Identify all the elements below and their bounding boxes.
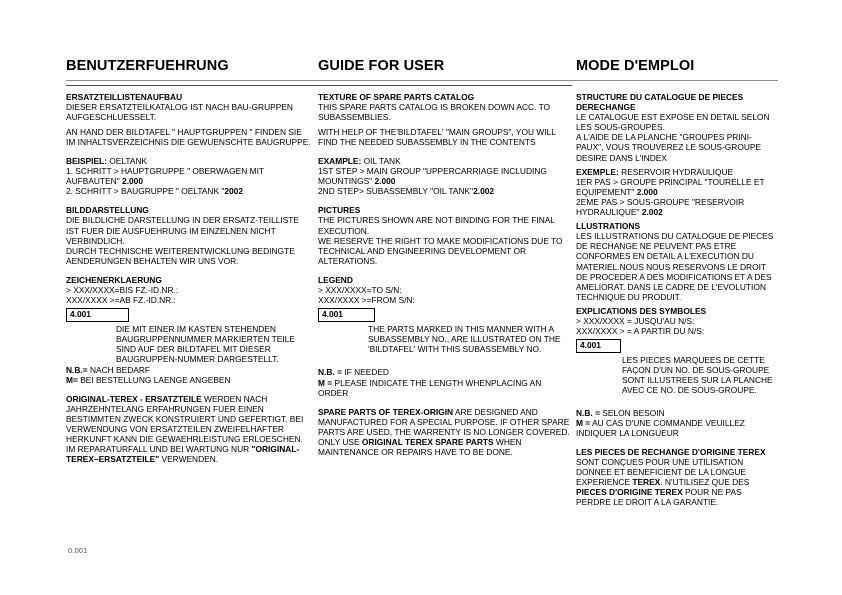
example-step-number: 2.000: [374, 176, 396, 187]
legend-line: > XXX/XXXX = JUSQU'AU N/S:: [576, 315, 695, 326]
subassembly-number-box: 4.001: [66, 308, 129, 322]
example-step-text: 1. SCHRITT > HAUPTGRUPPE " OBERWAGEN MIT AUFBAUTEN": [66, 166, 264, 187]
legend-line: > XXX/XXXX=BIS FZ.-ID.NR.:: [66, 285, 179, 295]
m-label: M =: [576, 417, 591, 428]
column-german: [66, 92, 318, 507]
legend-box-note: LES PIECES MARQUEES DE CETTE FAÇON D'UN NO. DE SOUS-GROUPE SONT ILLUSTREES SUR LA PLANCHE AVEC CE NO. DE SOUS-GROUPE.: [622, 355, 773, 396]
section-heading: STRUCTURE DU CATALOGUE DE PIECES DERECHANGE: [576, 92, 744, 113]
warranty-body: ARE DESIGNED AND MANUFACTURED FOR A SPECIAL PURPOSE. IF OTHER SPARE PARTS ARE USED, THE WARRENTY IS NO LONGER COVERED. ONLY USE: [318, 406, 570, 448]
warranty-end: VERWENDEN.: [159, 454, 219, 465]
section-heading: BILDDARSTELLUNG: [66, 205, 149, 216]
section-example-en: [318, 156, 570, 196]
section-paragraph: WE RESERVE THE RIGHT TO MAKE MODIFICATIONS DUE TO TECHNICAL AND ENGINEERING DEVELOPMENT OR ALTERATIONS.: [318, 235, 563, 266]
section-paragraph: DIE BILDLICHE DARSTELLUNG IN DER ERSATZ-TEILLISTE IST FUER DIE AUSFUEHRUNG IM EINZELNEN NICHT VERBINDLICH.: [66, 215, 299, 246]
example-label: EXAMPLE:: [318, 155, 362, 166]
example-step-text: 2EME PAS > SOUS-GROUPE "RESERVOIR HYDRAULIQUE": [576, 196, 745, 218]
m-line: [576, 418, 778, 438]
m-line: [318, 378, 570, 398]
warranty-brand: TEREX: [632, 477, 661, 488]
section-paragraph: DIESER ERSATZTEILKATALOG IST NACH BAU-GRUPPEN AUFGESCHLUESSELT.: [66, 102, 293, 123]
example-line: [576, 167, 778, 177]
m-line: [66, 375, 312, 385]
section-paragraph: LES ILLUSTRATIONS DU CATALOGUE DE PIECES DE RECHANGE NE PEUVENT PAS ETRE CONFORMES EN DETAIL A L'EXECUTION DU MATERIEL.NOUS NOUS RESERVONS LE DROIT DE PROCEDER A DES MODIFICATIONS ET A DES AMELIORAT. DANS LE CADRE DE L'EVOLUTION TECHNIQUE DU PRODUIT.: [576, 231, 774, 302]
column-titles-row: [66, 58, 778, 75]
section-heading: LLUSTRATIONS: [576, 221, 641, 232]
example-step-2: [66, 186, 312, 196]
m-text: AU CAS D'UNE COMMANDE VEUILLEZ INDIQUER LA LONGUEUR: [576, 417, 745, 438]
section-legend-de: [66, 275, 312, 385]
section-paragraph: THE PICTURES SHOWN ARE NOT BINDING FOR THE FINAL EXECUTION.: [318, 215, 555, 236]
example-step-text: 1ST STEP > MAIN GROUP "UPPERCARRIAGE INCLUDING MOUNTINGS": [318, 166, 547, 187]
example-value: RESERVOIR HYDRAULIQUE: [618, 166, 734, 177]
warranty-tail-bold: PIECES D'ORIGINE TEREX: [576, 487, 683, 498]
column-title-german: BENUTZERFUEHRUNG: [66, 58, 229, 74]
warranty-paragraph: [576, 447, 778, 508]
m-label: M=: [66, 374, 78, 385]
section-legend-en: [318, 275, 570, 398]
warranty-paragraph: [318, 407, 570, 457]
section-symbols-fr: [576, 306, 778, 438]
example-step-1: [576, 177, 778, 197]
section-illustrations-fr: [576, 221, 778, 302]
section-example-de: [66, 156, 312, 196]
example-line: [66, 156, 312, 166]
legend-line: XXX/XXXX > = A PARTIR DU N/S:: [576, 326, 705, 337]
section-warranty-de: [66, 394, 312, 465]
nb-label: N.B. =: [318, 367, 342, 378]
legend-box-note: THE PARTS MARKED IN THIS MANNER WITH A SUBASSEMBLY NO., ARE ILLUSTRATED ON THE 'BILDTAFEL' WITH THIS SUBASSEMBLY NO.: [368, 324, 561, 355]
example-step-2: [318, 186, 570, 196]
text-columns: [66, 92, 778, 507]
warranty-lead: SPARE PARTS OF TEREX-ORIGIN: [318, 406, 454, 417]
example-value: OELTANK: [106, 155, 148, 166]
legend-box-note: DIE MIT EINER IM KASTEN STEHENDEN BAUGRUPPENNUMMER MARKIERTEN TEILE SIND AUF DER BILDTAFEL MIT DIESER BAUGRUPPEN-NUMMER DARGESTELLT.: [116, 324, 295, 365]
legend-line: > XXX/XXXX=TO S/N:: [318, 285, 402, 295]
warranty-tail-bold: "ORIGINAL-TEREX–ERSATZTEILE": [66, 444, 300, 465]
section-paragraph: THIS SPARE PARTS CATALOG IS BROKEN DOWN ACC. TO SUBASSEMBLIES.: [318, 102, 551, 123]
example-step-2: [576, 197, 778, 217]
nb-line: [576, 408, 778, 418]
nb-label: N.B.=: [66, 364, 88, 375]
example-label: EXEMPLE:: [576, 166, 619, 177]
column-english: [318, 92, 576, 507]
example-step-number: 2.002: [641, 207, 663, 218]
example-step-number: 2002: [224, 186, 243, 197]
warranty-body: WERDEN NACH JAHRZEHNTELANG ERFAHRUNGEN FUER EINEN BESTIMMTEN ZWECK KONSTRUIERT UND GEFERTIGT. BEI VERWENDUNG VON ERSATZTEILEN ZWEIFELHAFTER HERKUNFT KANN DIE GEWAEHRLEISTUNG ERLOESCHEN. IM REPARATURFALL UND BEI WARTUNG NUR: [66, 393, 304, 455]
nb-text: NACH BEDARF: [87, 364, 151, 375]
subassembly-number-box: 4.001: [318, 308, 375, 322]
warranty-paragraph: [66, 394, 312, 465]
section-pictures-de: [66, 205, 312, 266]
section-structure-fr: [576, 92, 778, 163]
m-label: M =: [318, 377, 333, 388]
warranty-body-2: . N'UTILISEZ QUE DES: [660, 477, 750, 488]
section-paragraph: A L'AIDE DE LA PLANCHE "GROUPES PRINI-PAUX", VOUS TROUVEREZ LE SOUS-GROUPE DESIRE DANS L'INDEX: [576, 132, 762, 163]
section-paragraph: LE CATALOGUE EST EXPOSE EN DETAIL SELON LES SOUS-GROUPES.: [576, 112, 770, 133]
example-line: [318, 156, 570, 166]
example-step-text: 1ER PAS > GROUPE PRINCIPAL "TOURELLE ET EQUIPEMENT": [576, 176, 765, 197]
section-heading: LEGEND: [318, 274, 353, 285]
section-heading: TEXTURE OF SPARE PARTS CATALOG: [318, 92, 475, 102]
nb-line: [66, 365, 312, 375]
warranty-end: WHEN MAINTENANCE OR REPAIRS HAVE TO BE DONE.: [318, 437, 522, 458]
section-structure-de: [66, 92, 312, 147]
section-heading: ERSATZTEILLISTENAUFBAU: [66, 92, 183, 102]
section-warranty-en: [318, 407, 570, 457]
column-title-english: GUIDE FOR USER: [318, 58, 445, 74]
legend-line: XXX/XXXX >=FROM S/N:: [318, 295, 415, 306]
nb-text: SELON BESOIN: [599, 407, 665, 418]
section-heading: ZEICHENERKLAERUNG: [66, 274, 162, 285]
nb-text: IF NEEDED: [341, 367, 389, 378]
example-step-1: [318, 166, 570, 186]
page-number: 0.001: [68, 546, 88, 555]
example-step-text: 2. SCHRITT > BAUGRUPPE " OELTANK ": [66, 186, 225, 197]
header-divider-light: [66, 80, 778, 81]
example-label: BEISPIEL:: [66, 155, 107, 166]
warranty-lead: ORIGINAL-TEREX - ERSATZTEILE: [66, 393, 202, 404]
section-pictures-en: [318, 205, 570, 266]
section-structure-en: [318, 92, 570, 147]
section-heading: EXPLICATIONS DES SYMBOLES: [576, 305, 707, 316]
m-text: BEI BESTELLUNG LAENGE ANGEBEN: [77, 374, 231, 385]
warranty-end: POUR NE PAS PERDRE LE DROIT A LA GARANTIE.: [576, 487, 742, 508]
warranty-body: SONT CONÇUES POUR UNE UTILISATION DONNEE ET BENEFICIENT DE LA LONGUE EXPERIENCE: [576, 456, 747, 488]
warranty-lead: LES PIECES DE RECHANGE D'ORIGINE TEREX: [576, 446, 766, 457]
example-step-number: 2.000: [636, 186, 658, 197]
section-heading: PICTURES: [318, 205, 361, 216]
warranty-tail-bold: ORIGINAL TEREX SPARE PARTS: [361, 437, 494, 448]
page-content: [66, 58, 778, 507]
column-title-french: MODE D'EMPLOI: [576, 58, 695, 74]
section-warranty-fr: [576, 447, 778, 508]
nb-line: [318, 367, 570, 377]
example-step-number: 2.000: [122, 176, 143, 187]
legend-line: XXX/XXXX >=AB FZ.-ID.NR.:: [66, 295, 176, 306]
section-paragraph: AN HAND DER BILDTAFEL " HAUPTGRUPPEN " FINDEN SIE IM INHALTSVERZEICHNIS DIE GEWUENSCHTE BAUGRUPPE.: [66, 126, 311, 147]
example-step-text: 2ND STEP> SUBASSEMBLY "OIL TANK": [318, 186, 474, 197]
header-divider-wrap: [66, 80, 778, 81]
column-french: [576, 92, 778, 507]
subassembly-number-box: 4.001: [576, 339, 621, 353]
section-paragraph: DURCH TECHNISCHE WEITERENTWICKLUNG BEDINGTE AENDERUNGEN BEHALTEN WIR UNS VOR.: [66, 245, 295, 266]
example-step-1: [66, 166, 312, 186]
section-paragraph: WITH HELP OF THE'BILDTAFEL' "MAIN GROUPS", YOU WILL FIND THE NEEDED SUBASSEMBLY IN THE CONTENTS: [318, 126, 556, 147]
header-divider-dark: [66, 85, 572, 86]
example-value: OIL TANK: [361, 155, 401, 166]
example-step-number: 2.002: [473, 186, 495, 197]
nb-label: N.B. =: [576, 407, 600, 418]
m-text: PLEASE INDICATE THE LENGTH WHENPLACING AN ORDER: [318, 377, 542, 398]
section-example-fr: [576, 167, 778, 217]
